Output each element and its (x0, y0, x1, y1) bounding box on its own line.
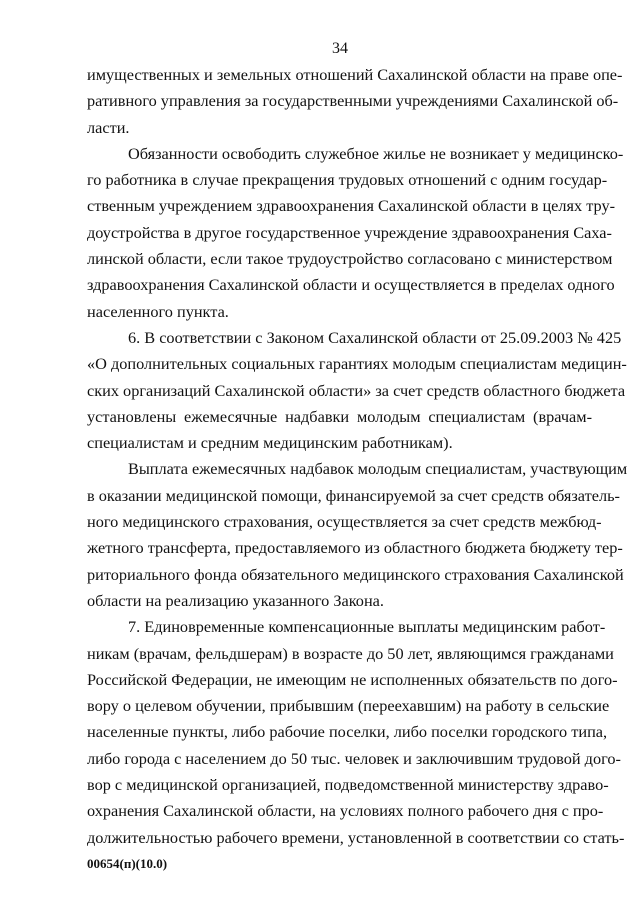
text-line: ских организаций Сахалинской области» за счет средств областного бюджета (87, 380, 626, 400)
text-line: ративного управления за государственными учреждениями Сахалинской об- (87, 91, 619, 111)
text-line: ласти. (87, 117, 130, 137)
page-number: 34 (332, 40, 348, 57)
text-line: Российской Федерации, не имеющим не исполненных обязательств по дого- (87, 669, 618, 689)
text-line: Выплата ежемесячных надбавок молодым специалистам, участвующим (128, 459, 628, 479)
text-line: охранения Сахалинской области, на условиях полного рабочего дня с про- (87, 801, 604, 821)
text-line: «О дополнительных социальных гарантиях молодым специалистам медицин- (87, 354, 627, 374)
text-line: вор с медицинской организацией, подведомственной министерству здраво- (87, 775, 609, 795)
text-line: жетного трансферта, предоставляемого из областного бюджета бюджету тер- (87, 538, 623, 558)
text-line: никам (врачам, фельдшерам) в возрасте до 50 лет, являющимся гражданами (87, 643, 614, 663)
text-line: в оказании медицинской помощи, финансируемой за счет средств обязатель- (87, 485, 620, 505)
text-line: 7. Единовременные компенсационные выплаты медицинским работ- (128, 617, 606, 637)
text-line: доустройства в другое государственное учреждение здравоохранения Саха- (87, 222, 612, 242)
text-line: установлены ежемесячные надбавки молодым специалистам (врачам- (87, 406, 592, 426)
paragraph (87, 62, 623, 141)
text-line: вору о целевом обучении, прибывшим (переехавшим) на работу в сельские (87, 696, 610, 716)
text-line: ного медицинского страхования, осуществляется за счет средств межбюд- (87, 512, 602, 532)
text-line: риториального фонда обязательного медицинского страхования Сахалинской (87, 564, 624, 584)
text-line: 6. В соответствии с Законом Сахалинской области от 25.09.2003 № 425 (128, 327, 622, 347)
text-line: специалистам и средним медицинским работникам). (87, 433, 453, 453)
paragraph (87, 325, 627, 456)
text-line: го работника в случае прекращения трудовых отношений с одним государ- (87, 170, 608, 190)
paragraph (87, 456, 628, 614)
paragraph (87, 614, 625, 851)
text-line: области на реализацию указанного Закона. (87, 590, 384, 610)
text-line: должительностью рабочего времени, установленной в соответствии со стать- (87, 827, 625, 847)
text-line: ственным учреждением здравоохранения Сахалинской области в целях тру- (87, 196, 616, 216)
body-text (87, 62, 628, 851)
text-line: Обязанности освободить служебное жилье не возникает у медицинско- (128, 143, 624, 163)
text-line: линской области, если такое трудоустройство согласовано с министерством (87, 249, 613, 269)
text-line: здравоохранения Сахалинской области и осуществляется в пределах одного (87, 275, 615, 295)
text-line: населенные пункты, либо рабочие поселки, либо поселки городского типа, (87, 722, 608, 742)
paragraph (87, 141, 624, 325)
document-code: 00654(п)(10.0) (87, 856, 168, 871)
text-line: населенного пункта. (87, 301, 229, 321)
text-line: либо города с населением до 50 тыс. человек и заключившим трудовой дого- (87, 748, 621, 768)
text-line: имущественных и земельных отношений Сахалинской области на праве опе- (87, 65, 623, 84)
